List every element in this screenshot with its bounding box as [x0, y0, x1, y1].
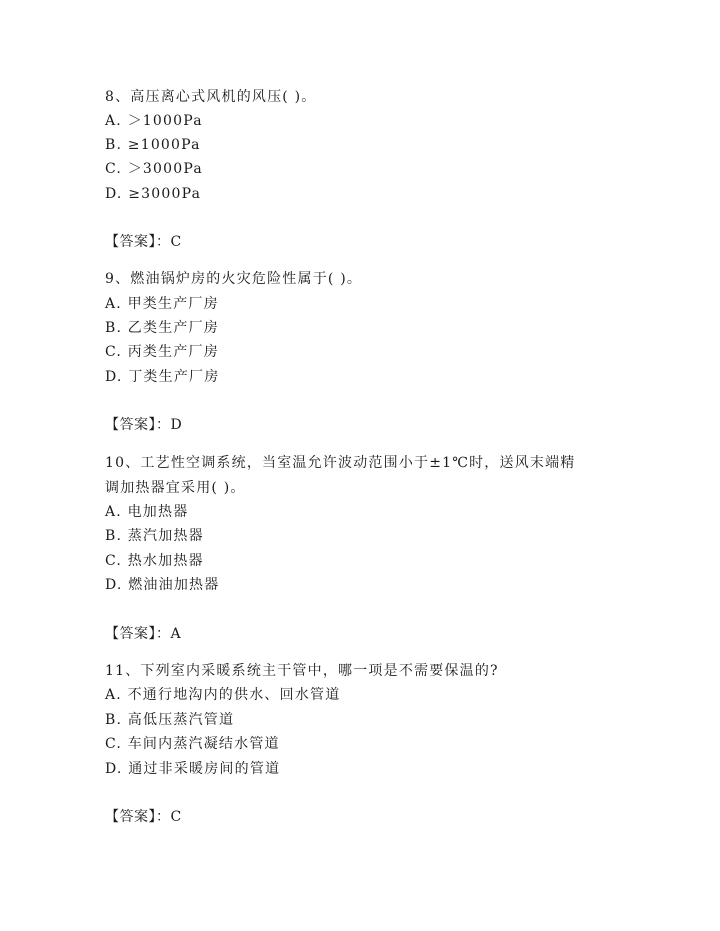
option-b: B. 高低压蒸汽管道	[105, 712, 235, 728]
option-a: A. 甲类生产厂房	[105, 296, 219, 312]
option-b: B. 蒸汽加热器	[105, 528, 204, 544]
answer-label: 【答案】：D	[105, 417, 183, 433]
option-d: D. ≥3000Pa	[105, 186, 202, 202]
option-a: A. 电加热器	[105, 504, 189, 520]
option-b: B. 乙类生产厂房	[105, 320, 219, 336]
option-c: C. 热水加热器	[105, 553, 204, 569]
question-stem: 9、燃油锅炉房的火灾危险性属于( )。	[105, 271, 363, 287]
option-d: D. 燃油油加热器	[105, 577, 220, 593]
option-d: D. 丁类生产厂房	[105, 369, 220, 385]
question-stem-line-1: 10、工艺性空调系统，当室温允许波动范围小于±1℃时，送风末端精	[105, 455, 576, 471]
question-stem-line-2: 调加热器宜采用( )。	[105, 480, 246, 496]
option-c: C. ＞3000Pa	[105, 161, 203, 177]
question-stem: 11、下列室内采暖系统主干管中，哪一项是不需要保温的?	[105, 663, 499, 679]
option-c: C. 车间内蒸汽凝结水管道	[105, 736, 280, 752]
answer-label: 【答案】：C	[105, 234, 182, 250]
option-a: A. ＞1000Pa	[105, 113, 203, 129]
option-a: A. 不通行地沟内的供水、回水管道	[105, 687, 341, 703]
option-d: D. 通过非采暖房间的管道	[105, 761, 281, 777]
question-stem: 8、高压离心式风机的风压( )。	[105, 89, 317, 105]
answer-label: 【答案】：C	[105, 809, 182, 825]
option-b: B. ≥1000Pa	[105, 137, 201, 153]
answer-label: 【答案】：A	[105, 626, 182, 642]
option-c: C. 丙类生产厂房	[105, 344, 219, 360]
